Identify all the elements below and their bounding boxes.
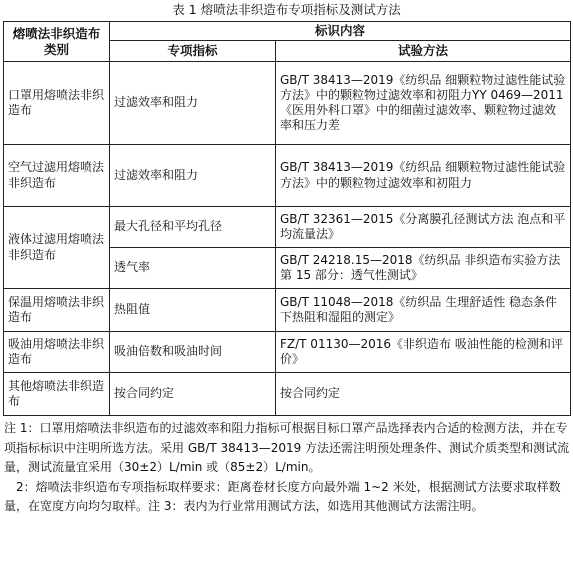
type-cell: 口罩用熔喷法非织造布 xyxy=(4,62,110,145)
table-row xyxy=(4,62,571,145)
table-caption: 表 1 熔喷法非织造布专项指标及测试方法 xyxy=(172,2,401,17)
type-cell: 吸油用熔喷法非织造布 xyxy=(4,332,110,373)
indicator-cell: 按合同约定 xyxy=(110,373,276,416)
type-cell: 空气过滤用熔喷法非织造布 xyxy=(4,145,110,207)
method-cell: GB/T 38413—2019《纺织品 细颗粒物过滤性能试验方法》中的颗粒物过滤效率和初阻力YY 0469—2011《医用外科口罩》中的细菌过滤效率、颗粒物过滤效率和压力差 xyxy=(276,62,571,145)
header-group: 标识内容 xyxy=(110,22,571,41)
table-notes xyxy=(4,419,570,517)
note-1: 注 1：口罩用熔喷法非织造布的过滤效率和阻力指标可根据目标口罩产品选择表内合适的检测方法，并在专项指标标识中注明所选方法。采用 GB/T 38413—2019 方法还需注明预处理条件、测试介质类型和测试流量，测试流量宜采用（30±2）L/min 或（85±2）L/min。 xyxy=(4,421,570,474)
header-indicator: 专项指标 xyxy=(110,41,276,62)
spec-table xyxy=(3,21,571,416)
type-cell: 其他熔喷法非织造布 xyxy=(4,373,110,416)
indicator-cell: 最大孔径和平均孔径 xyxy=(110,207,276,248)
method-cell: GB/T 11048—2018《纺织品 生理舒适性 稳态条件下热阻和湿阻的测定》 xyxy=(276,289,571,332)
table-row xyxy=(4,145,571,207)
indicator-cell: 吸油倍数和吸油时间 xyxy=(110,332,276,373)
header-method: 试验方法 xyxy=(276,41,571,62)
indicator-cell: 透气率 xyxy=(110,248,276,289)
method-cell: GB/T 24218.15—2018《纺织品 非织造布实验方法 第 15 部分：透气性测试》 xyxy=(276,248,571,289)
method-cell: 按合同约定 xyxy=(276,373,571,416)
table-row xyxy=(4,289,571,332)
indicator-cell: 过滤效率和阻力 xyxy=(110,145,276,207)
method-cell: GB/T 32361—2015《分离膜孔径测试方法 泡点和平均流量法》 xyxy=(276,207,571,248)
table-row xyxy=(4,373,571,416)
note-2: 2：熔喷法非织造布专项指标取样要求：距离卷材长度方向最外端 1~2 米处，根据测试方法要求取样数量，在宽度方向均匀取样。注 3：表内为行业常用测试方法，如选用其他测试方法需注明。 xyxy=(4,479,561,513)
type-cell: 保温用熔喷法非织造布 xyxy=(4,289,110,332)
type-cell: 液体过滤用熔喷法非织造布 xyxy=(4,207,110,289)
table-row xyxy=(4,332,571,373)
table-row xyxy=(4,207,571,248)
method-cell: GB/T 38413—2019《纺织品 细颗粒物过滤性能试验方法》中的颗粒物过滤效率和初阻力 xyxy=(276,145,571,207)
method-cell: FZ/T 01130—2016《非织造布 吸油性能的检测和评价》 xyxy=(276,332,571,373)
header-type: 熔喷法非织造布类别 xyxy=(4,22,110,62)
indicator-cell: 热阻值 xyxy=(110,289,276,332)
indicator-cell: 过滤效率和阻力 xyxy=(110,62,276,145)
